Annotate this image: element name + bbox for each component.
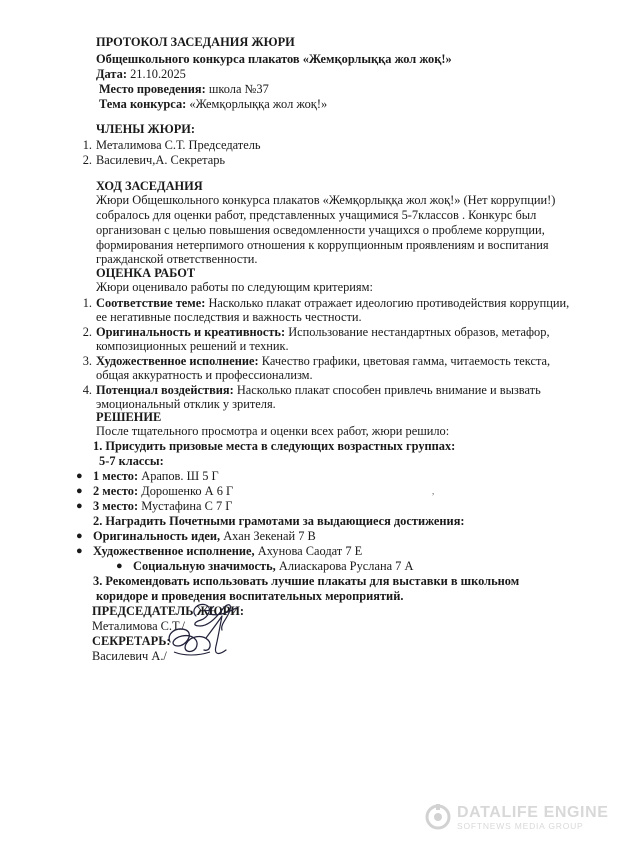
place-label: Место проведения: bbox=[99, 82, 206, 96]
criterion-text: Использование нестандартных образов, метафор, bbox=[288, 325, 550, 339]
bullet-icon: ● bbox=[76, 500, 83, 512]
watermark-text bbox=[457, 804, 609, 831]
bullet-icon: ● bbox=[76, 530, 83, 542]
criterion-2-cont: композиционных решений и техник. bbox=[96, 339, 289, 353]
list-number: 2. bbox=[82, 325, 92, 339]
bullet-icon: ● bbox=[76, 545, 83, 557]
stray-mark: , bbox=[432, 486, 435, 496]
place-value: школа №37 bbox=[208, 82, 269, 96]
place-winner: Дорошенко А 6 Г bbox=[141, 484, 234, 498]
decision-intro: После тщательного просмотра и оценки всех работ, жюри решило: bbox=[96, 424, 450, 438]
watermark-subtitle: SOFTNEWS MEDIA GROUP bbox=[457, 820, 584, 831]
criterion-text: Насколько плакат отражает идеологию противодействия коррупции, bbox=[208, 296, 570, 310]
decision-item-1: 1. Присудить призовые места в следующих возрастных группах: bbox=[93, 439, 456, 453]
theme-label: Тема конкурса: bbox=[99, 97, 187, 111]
list-number: 1. bbox=[82, 296, 92, 310]
place-label: 3 место: bbox=[93, 499, 139, 513]
bullet-icon: ● bbox=[76, 470, 83, 482]
list-number: 2. bbox=[82, 153, 92, 167]
award-winner: Ахан Зекенай 7 В bbox=[223, 529, 316, 543]
bullet-icon: ● bbox=[76, 485, 83, 497]
award-label: Оригинальность идеи, bbox=[93, 529, 221, 543]
criterion-term: Художественное исполнение: bbox=[96, 354, 259, 368]
proceedings-text-line: собралось для оценки работ, представленных учащимися 5-7классов . Конкурс был bbox=[96, 208, 537, 222]
theme-value: «Жемқорлыққа жол жоқ!» bbox=[189, 97, 328, 111]
watermark-title: DATALIFE ENGINE bbox=[457, 803, 609, 821]
bullet-icon: ● bbox=[116, 560, 123, 572]
proceedings-text-line: Жюри Общешкольного конкурса плакатов «Жемқорлыққа жол жоқ!» (Нет коррупции!) bbox=[96, 193, 556, 207]
award-winner: Алиаскарова Руслана 7 А bbox=[278, 559, 414, 573]
proceedings-text-line: формирования нетерпимого отношения к коррупционным проявлениям и воспитания bbox=[96, 238, 549, 252]
decision-item-2: 2. Наградить Почетными грамотами за выдающиеся достижения: bbox=[93, 514, 465, 528]
criterion-term: Потенциал воздействия: bbox=[96, 383, 234, 397]
evaluation-heading: ОЦЕНКА РАБОТ bbox=[96, 266, 196, 280]
place-winner: Мустафина С 7 Г bbox=[141, 499, 233, 513]
criterion-1-cont: ее негативные последствия и важность честности. bbox=[96, 310, 362, 324]
datalife-logo-icon bbox=[425, 804, 451, 830]
decision-item-3: 3. Рекомендовать использовать лучшие плакаты для выставки в школьном bbox=[93, 574, 520, 588]
proceedings-text-line: организован с целью повышения осведомленности учащихся о проблеме коррупции, bbox=[96, 223, 545, 237]
criterion-4-cont: эмоциональный отклик у зрителя. bbox=[96, 397, 276, 411]
date-value: 21.10.2025 bbox=[130, 67, 186, 81]
list-number: 4. bbox=[82, 383, 92, 397]
criterion-text: Качество графики, цветовая гамма, читаемость текста, bbox=[261, 354, 551, 368]
award-label: Социальную значимость, bbox=[133, 559, 276, 573]
date-label: Дата: bbox=[96, 67, 127, 81]
watermark bbox=[425, 800, 609, 834]
criterion-text: Насколько плакат способен привлечь внимание и вызвать bbox=[236, 383, 541, 397]
criterion-term: Соответствие теме: bbox=[96, 296, 206, 310]
place-label: 1 место: bbox=[93, 469, 139, 483]
criterion-term: Оригинальность и креативность: bbox=[96, 325, 286, 339]
list-number: 3. bbox=[82, 354, 92, 368]
decision-heading: РЕШЕНИЕ bbox=[96, 410, 162, 424]
award-winner: Ахунова Саодат 7 Е bbox=[257, 544, 363, 558]
award-label: Художественное исполнение, bbox=[93, 544, 255, 558]
proceedings-heading: ХОД ЗАСЕДАНИЯ bbox=[96, 179, 203, 193]
place-line bbox=[99, 82, 269, 96]
document-subtitle: Общешкольного конкурса плакатов «Жемқорлыққа жол жоқ!» bbox=[96, 52, 452, 66]
chair-name: Металимова С.Т./ bbox=[92, 619, 185, 633]
jury-member-text: Металимова С.Т. Председатель bbox=[96, 138, 261, 152]
secretary-heading: СЕКРЕТАРЬ: bbox=[92, 634, 171, 648]
jury-member-text: Василевич,А. Секретарь bbox=[96, 153, 226, 167]
list-number: 1. bbox=[82, 138, 92, 152]
secretary-name: Василевич А./ bbox=[92, 649, 167, 663]
decision-item-3-cont: коридоре и проведения воспитательных мероприятий. bbox=[96, 589, 404, 603]
date-line bbox=[96, 67, 186, 81]
secretary-signature bbox=[162, 612, 242, 664]
criterion-3-cont: общая аккуратность и профессионализм. bbox=[96, 368, 313, 382]
place-label: 2 место: bbox=[93, 484, 139, 498]
document-title: ПРОТОКОЛ ЗАСЕДАНИЯ ЖЮРИ bbox=[96, 35, 295, 49]
chair-heading: ПРЕДСЕДАТЕЛЬ ЖЮРИ: bbox=[92, 604, 245, 618]
proceedings-text-line: гражданской ответственности. bbox=[96, 252, 258, 266]
place-winner: Арапов. Ш 5 Г bbox=[141, 469, 219, 483]
jury-heading: ЧЛЕНЫ ЖЮРИ: bbox=[96, 122, 196, 136]
theme-line bbox=[99, 97, 327, 111]
evaluation-intro: Жюри оценивало работы по следующим критериям: bbox=[96, 280, 373, 294]
age-group: 5-7 классы: bbox=[99, 454, 164, 468]
